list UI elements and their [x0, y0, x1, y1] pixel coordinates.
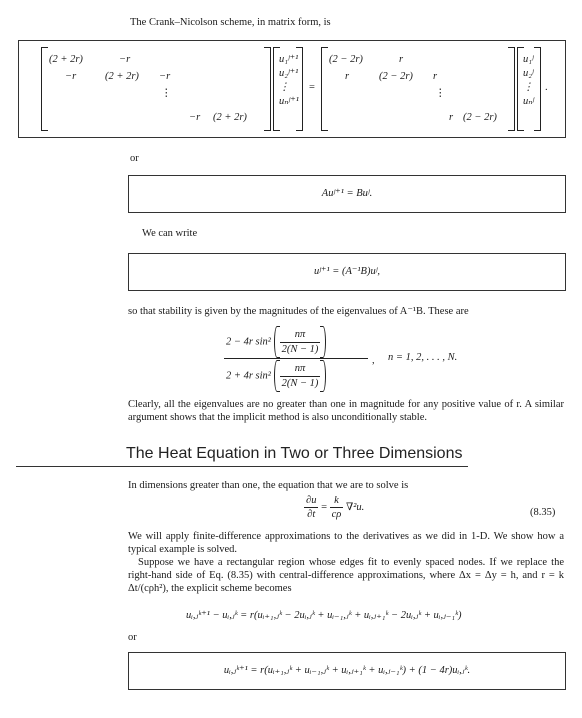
matrix-a-cell: −r: [65, 71, 77, 82]
vector-entry: ⋮: [279, 82, 290, 93]
matrix-a-cell: ⋮: [161, 88, 172, 99]
matrix-b-cell: r: [345, 71, 350, 82]
matrix-b-cell: r: [449, 112, 454, 123]
eig-inner-den: 2(N − 1): [281, 343, 319, 355]
inverse-equation: uʲ⁺¹ = (A⁻¹B)uʲ,: [313, 266, 381, 277]
dims-text: In dimensions greater than one, the equation that we are to solve is: [128, 480, 409, 491]
heat-lhs-den: ∂t: [307, 509, 316, 521]
vector-entry: u₂ʲ: [523, 68, 534, 79]
eig-range: n = 1, 2, . . . , N.: [388, 352, 458, 363]
fraction-bar: [224, 358, 368, 359]
heat-rhs-den: cρ: [331, 509, 342, 521]
matrix-a-cell: (2 + 2r): [213, 112, 247, 123]
vector-entry: u₁ʲ: [523, 54, 534, 65]
matrix-a-cell: −r: [159, 71, 171, 82]
vector-u-new: [273, 41, 303, 137]
apply-text: We will apply finite-difference approximations to the derivatives as we did in 1-D. We show how a typical example is solved.: [128, 531, 564, 556]
or-text: or: [128, 632, 137, 643]
matrix-equation-box: [18, 40, 566, 138]
matrix-a-cell: (2 + 2r): [49, 54, 83, 65]
matrix-a-cell: −r: [189, 112, 201, 123]
matrix-b-cell: (2 − 2r): [463, 112, 497, 123]
end-punct: .: [545, 82, 548, 93]
au-equation-box: [128, 175, 566, 213]
matrix-b: [321, 41, 515, 137]
final-equation-box: [128, 652, 566, 690]
eig-denominator-left: 2 + 4r sin²: [226, 370, 271, 382]
stability-text: so that stability is given by the magnitudes of the eigenvalues of A⁻¹B. These are: [128, 306, 469, 317]
vector-entry: uₙʲ: [523, 96, 535, 107]
equation-number: (8.35): [530, 507, 556, 518]
eig-numerator-left: 2 − 4r sin²: [226, 336, 271, 348]
vector-u-old: [517, 41, 541, 137]
matrix-b-cell: (2 − 2r): [329, 54, 363, 65]
eig-inner-num: nπ: [280, 328, 321, 342]
matrix-a: [41, 41, 271, 137]
we-can-write-text: We can write: [142, 228, 198, 239]
matrix-b-cell: r: [433, 71, 438, 82]
suppose-text: Suppose we have a rectangular region whose edges fit to evenly spaced nodes. If we replace the right-hand side of Eq. (8.35) with central-difference approximations, where Δx = Δy = h, and r = k Δt/(cρh²), the explicit scheme becomes: [128, 557, 564, 595]
clearly-text: Clearly, all the eigenvalues are no greater than one in magnitude for any positive value of r. A similar argument shows that the implicit method is also unconditionally stable.: [128, 399, 564, 424]
intro-text: The Crank–Nicolson scheme, in matrix form, is: [130, 17, 331, 28]
heat-rhs-num: k: [330, 494, 344, 508]
section-rule: [16, 466, 468, 467]
vector-entry: u₂ʲ⁺¹: [279, 68, 299, 79]
matrix-b-cell: ⋮: [435, 88, 446, 99]
or-text: or: [130, 153, 139, 164]
vector-entry: u₁ʲ⁺¹: [279, 54, 299, 65]
explicit-equation: uᵢ,ⱼᵏ⁺¹ − uᵢ,ⱼᵏ = r(uᵢ₊₁,ⱼᵏ − 2uᵢ,ⱼᵏ + uᵢ₋₁,ⱼᵏ + uᵢ,ⱼ₊₁ᵏ − 2uᵢ,ⱼᵏ + uᵢ,ⱼ₋₁ᵏ): [186, 610, 462, 621]
matrix-a-cell: −r: [119, 54, 131, 65]
vector-entry: uₙʲ⁺¹: [279, 96, 299, 107]
heat-equation: [304, 494, 364, 521]
vector-entry: ⋮: [523, 82, 534, 93]
eigenvalue-expression: [224, 324, 368, 392]
matrix-b-cell: r: [399, 54, 404, 65]
heat-lhs-num: ∂u: [304, 494, 318, 508]
heat-equals: =: [321, 502, 327, 514]
au-equation: Auʲ⁺¹ = Buʲ.: [321, 188, 373, 199]
eig-comma: ,: [372, 355, 375, 366]
eig-inner-num: nπ: [280, 362, 321, 376]
matrix-b-cell: (2 − 2r): [379, 71, 413, 82]
inverse-equation-box: [128, 253, 566, 291]
matrix-a-cell: (2 + 2r): [105, 71, 139, 82]
section-title: The Heat Equation in Two or Three Dimensions: [126, 445, 463, 462]
equals-sign: =: [309, 82, 315, 93]
final-equation: uᵢ,ⱼᵏ⁺¹ = r(uᵢ₊₁,ⱼᵏ + uᵢ₋₁,ⱼᵏ + uᵢ,ⱼ₊₁ᵏ + uᵢ,ⱼ₋₁ᵏ) + (1 − 4r)uᵢ,ⱼᵏ.: [223, 665, 471, 676]
eig-inner-den: 2(N − 1): [281, 377, 319, 389]
heat-rhs-tail: ∇²u.: [345, 502, 365, 514]
